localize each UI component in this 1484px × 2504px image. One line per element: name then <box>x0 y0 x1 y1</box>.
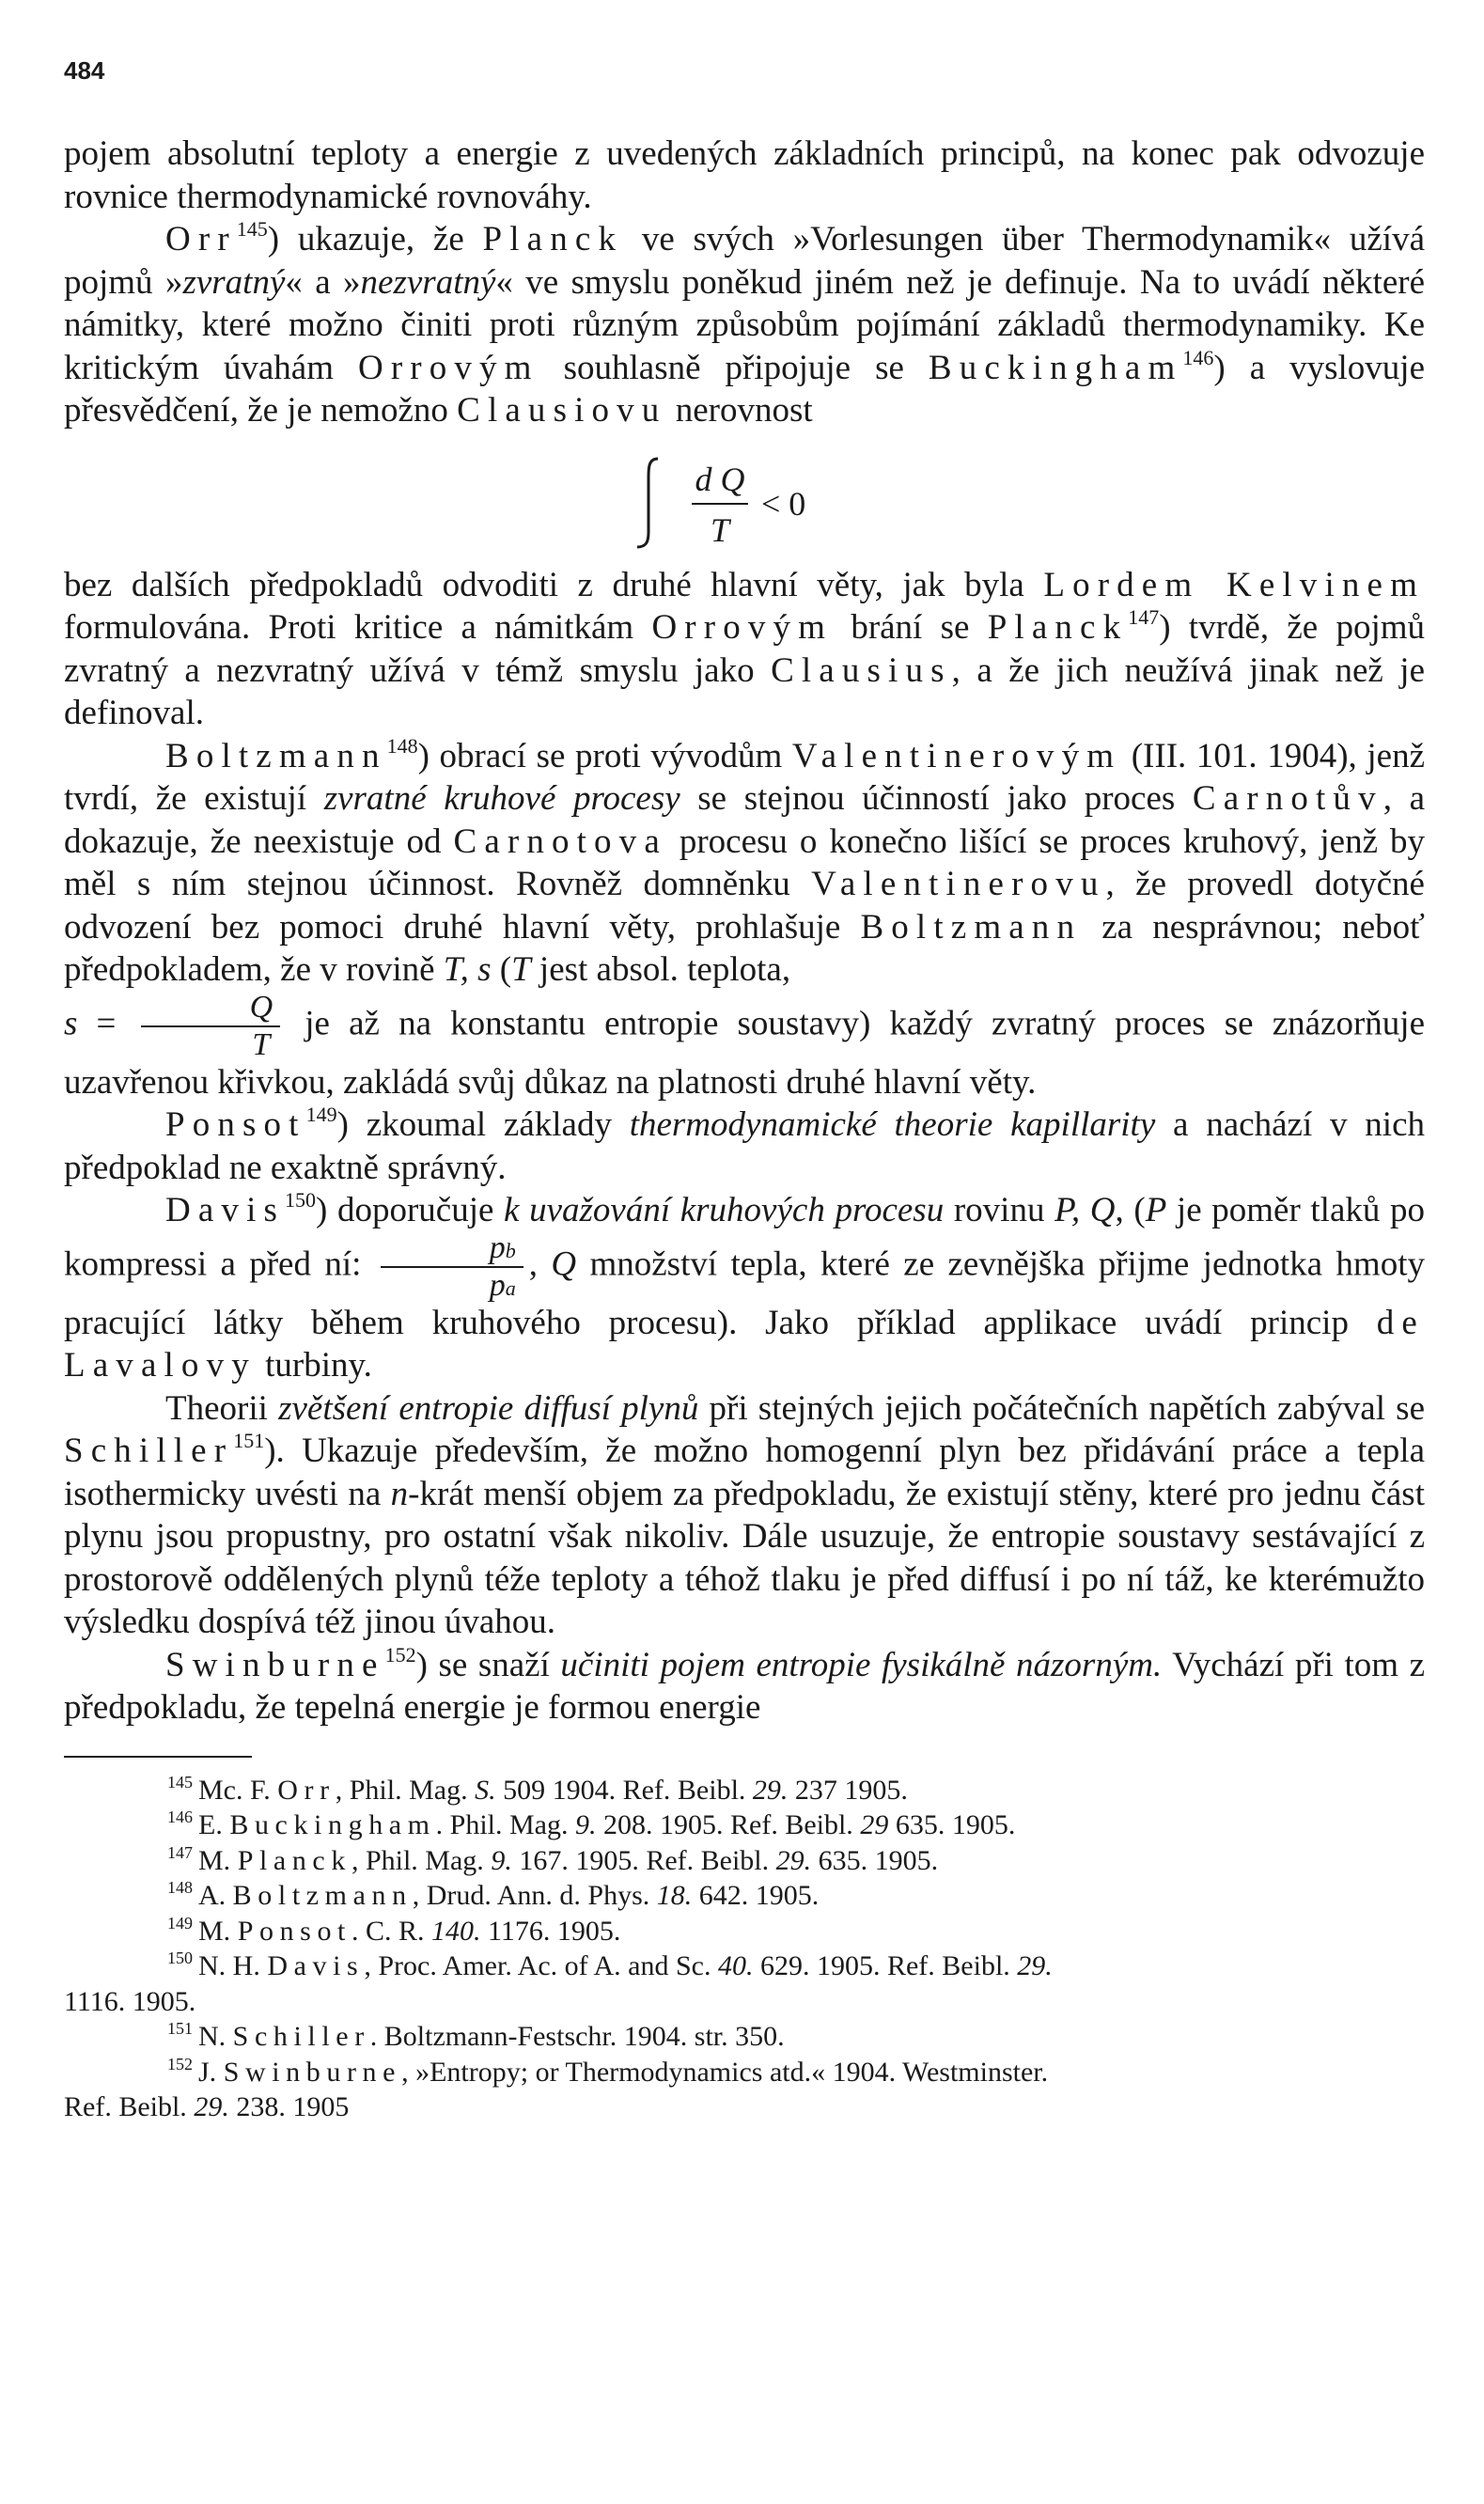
footnote: $^{146}$ E. Buckingham. Phil. Mag. 9. 208. 1905. Ref. Beibl. 29 635. 1905. <box>167 1808 1016 1840</box>
paragraph-5: Ponsot$^{149}$) zkoumal základy thermodynamické theorie kapillarity a nachází v nich předpoklad ne exaktně správný. <box>64 1103 1425 1187</box>
footnote: $^{151}$ N. Schiller. Boltzmann-Festschr. 1904. str. 350. <box>167 2019 785 2052</box>
paragraph-4: Boltzmann$^{148}$) obrací se proti vývodům Valentinerovým (III. 101. 1904), jenž tvrdí, že existují zvratné kruhové procesy se stejnou účinností jako proces Carnotův, a dokazuje, že neexistuje od Carnotova procesu o konečno lišící se proces kruhový, jenž by měl s ním stejnou účinnost. Rovněž domněnku Valentinerovu, že provedl dotyčné odvození bez pomoci druhé hlavní věty, prohlašuje Boltzmann za nesprávnou; neboť předpokladem, že v rovině T, s (T jest absol. teplota, s = $\frac{Q}{T}$ je až na konstantu entropie soustavy) každý zvratný proces se znázorňuje uzavřenou křivkou, zakládá svůj důkaz na platnosti druhé hlavní věty. <box>64 733 1425 1102</box>
formula-denominator: T <box>710 510 730 549</box>
page <box>64 56 1425 2125</box>
paragraph-6: Davis$^{150}$) doporučuje k uvažování kruhových procesu rovinu P, Q, (P je poměr tlaků po kompressi a před ní: $\frac{pb}{pa}$ , Q množství tepla, které ze zevnějška přijme jednotka hmoty pracující látky během kruhového procesu). Jako příklad applikace uvádí princip de Lavalovy turbiny. <box>64 1188 1425 1385</box>
footnote: $^{152}$ J. Swinburne, »Entropy; or Thermodynamics atd.« 1904. Westminster. <box>167 2054 1049 2088</box>
formula-graphic <box>64 436 1425 558</box>
footnote: $^{145}$ Mc. F. Orr, Phil. Mag. S. 509 1904. Ref. Beibl. 29. 237 1905. <box>167 1772 908 1806</box>
paragraph-1: pojem absolutní teploty a energie z uvedených základních principů, na konec pak odvozuje rovnice thermodynamické rovnováhy. <box>64 134 1425 216</box>
footnotes <box>64 1773 1425 2125</box>
footnote: $^{148}$ A. Boltzmann, Drud. Ann. d. Phys. 18. 642. 1905. <box>167 1878 820 1911</box>
formula-relation: < 0 <box>761 484 806 523</box>
fraction-q-over-t: $\frac{Q}{T}$ <box>141 992 281 1061</box>
integral-sign <box>637 459 658 547</box>
paragraph-8: Swinburne$^{152}$) se snaží učiniti pojem entropie fysikálně názorným. Vychází při tom z předpokladu, že tepelná energie je formou energie <box>64 1642 1425 1727</box>
paragraph-7: Theorii zvětšení entropie diffusí plynů při stejných jejich počátečních napětích zabýval se Schiller$^{151}$). Ukazuje především, že možno homogenní plyn bez přidávání práce a tepla isothermicky uvésti na n-krát menší objem za předpokladu, že existují stěny, které pro jednu část plynu jsou propustny, pro ostatní však nikoliv. Dále usuzuje, že entropie soustavy sestávající z prostorově oddělených plynů téže teploty a téhož tlaku je před diffusí i po ní táž, ke kterémužto výsledku dospívá též jinou úvahou. <box>64 1388 1425 1641</box>
fraction-pb-over-pa: $\frac{pb}{pa}$ <box>381 1232 523 1302</box>
footnote: $^{150}$ N. H. Davis, Proc. Amer. Ac. of A. and Sc. 40. 629. 1905. Ref. Beibl. 29. <box>167 1948 1053 1981</box>
footnote-continuation: 1116. 1905. <box>64 1985 196 2017</box>
page-number: 484 <box>64 56 105 85</box>
clausius-inequality <box>64 436 1425 558</box>
footnote-divider <box>64 1756 252 1758</box>
paragraph-3: bez dalších předpokladů odvoditi z druhé hlavní věty, jak byla Lordem Kelvinem formulována. Proti kritice a námitkám Orrovým brání se Planck$^{147}$) tvrdě, že pojmů zvratný a nezvratný užívá v témž smyslu jako Clausius, a že jich neužívá jinak než je definoval. <box>64 565 1426 732</box>
footnote-continuation: Ref. Beibl. 29. 238. 1905 <box>64 2091 350 2122</box>
footnote: $^{147}$ M. Planck, Phil. Mag. 9. 167. 1905. Ref. Beibl. 29. 635. 1905. <box>167 1842 939 1876</box>
footnote: $^{149}$ M. Ponsot. C. R. 140. 1176. 1905. <box>167 1913 621 1947</box>
paragraph-2: Orr$^{145}$) ukazuje, že Planck ve svých »Vorlesungen über Thermodynamik« užívá pojmů »zvratný« a »nezvratný« ve smyslu poněkud jiném než je definuje. Na to uvádí některé námitky, které možno činiti proti různým způsobům pojímání základů thermodynamiky. Ke kritickým úvahám Orrovým souhlasně připojuje se Buckingham$^{146}$) a vyslovuje přesvědčení, že je nemožno Clausiovu nerovnost <box>64 217 1425 430</box>
formula-numerator: d Q <box>695 460 745 498</box>
